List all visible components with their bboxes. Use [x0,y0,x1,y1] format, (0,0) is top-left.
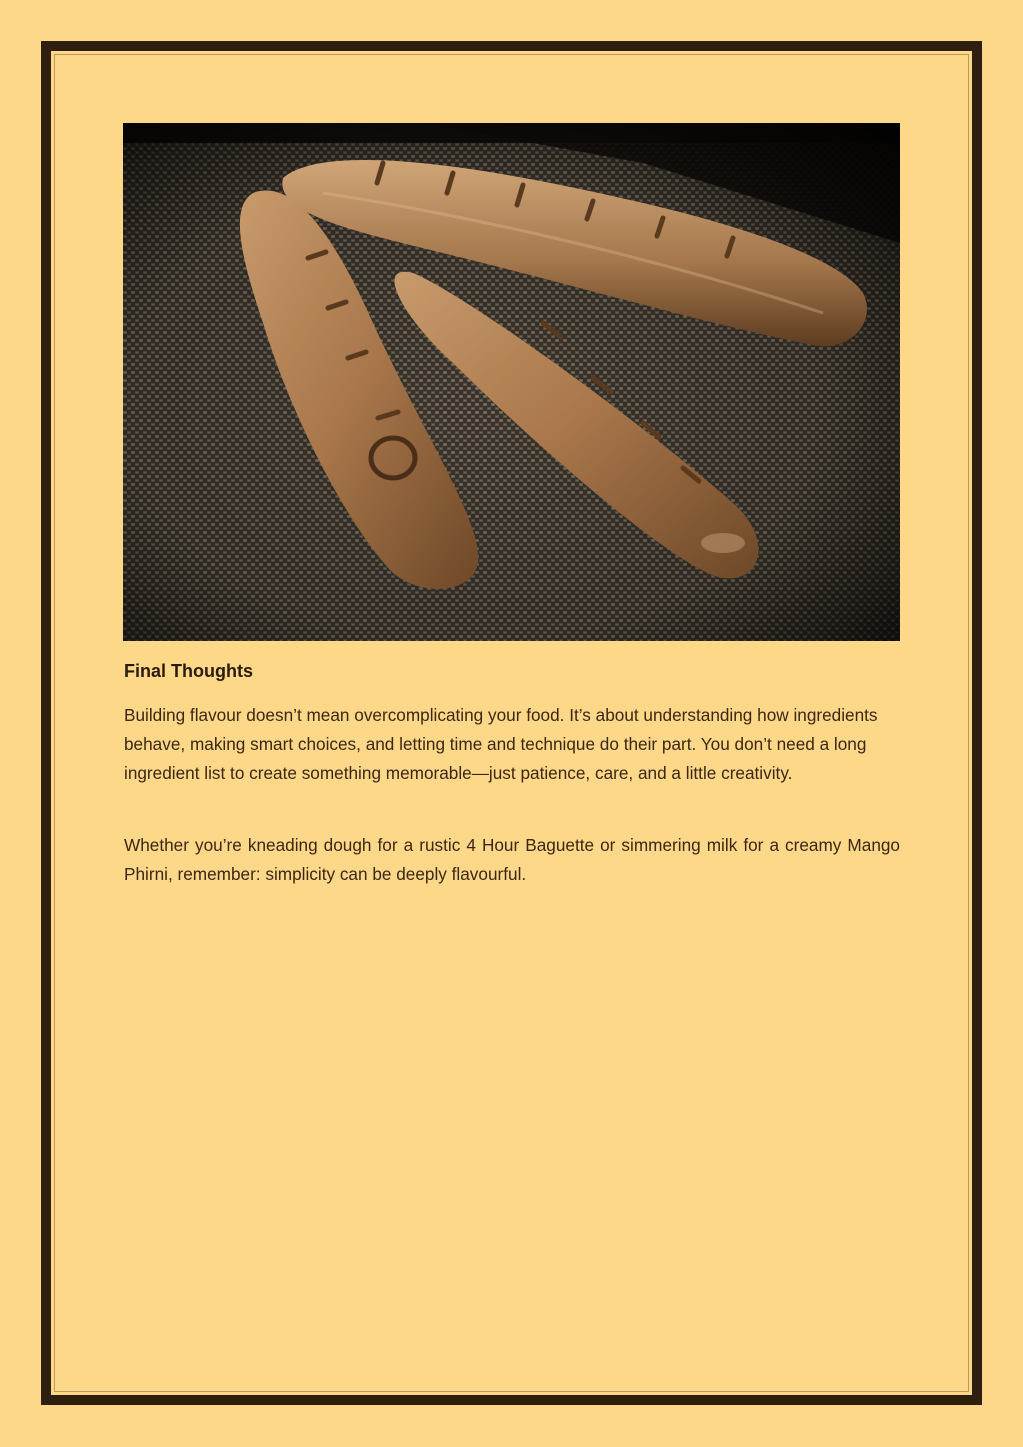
baguette-photo [123,123,900,641]
paragraph-1: Building flavour doesn’t mean overcomplicating your food. It’s about understanding how ingredients behave, making smart choices, and letting time and technique do their part. You don’t need a long ingredient list to create something memorable—just patience, care, and a little creativity. [124,705,878,783]
paragraph-2: Whether you’re kneading dough for a rustic 4 Hour Baguette or simmering milk for a creamy Mango Phirni, remember: simplicity can be deeply flavourful. [124,835,900,884]
section-heading: Final Thoughts [124,661,253,681]
